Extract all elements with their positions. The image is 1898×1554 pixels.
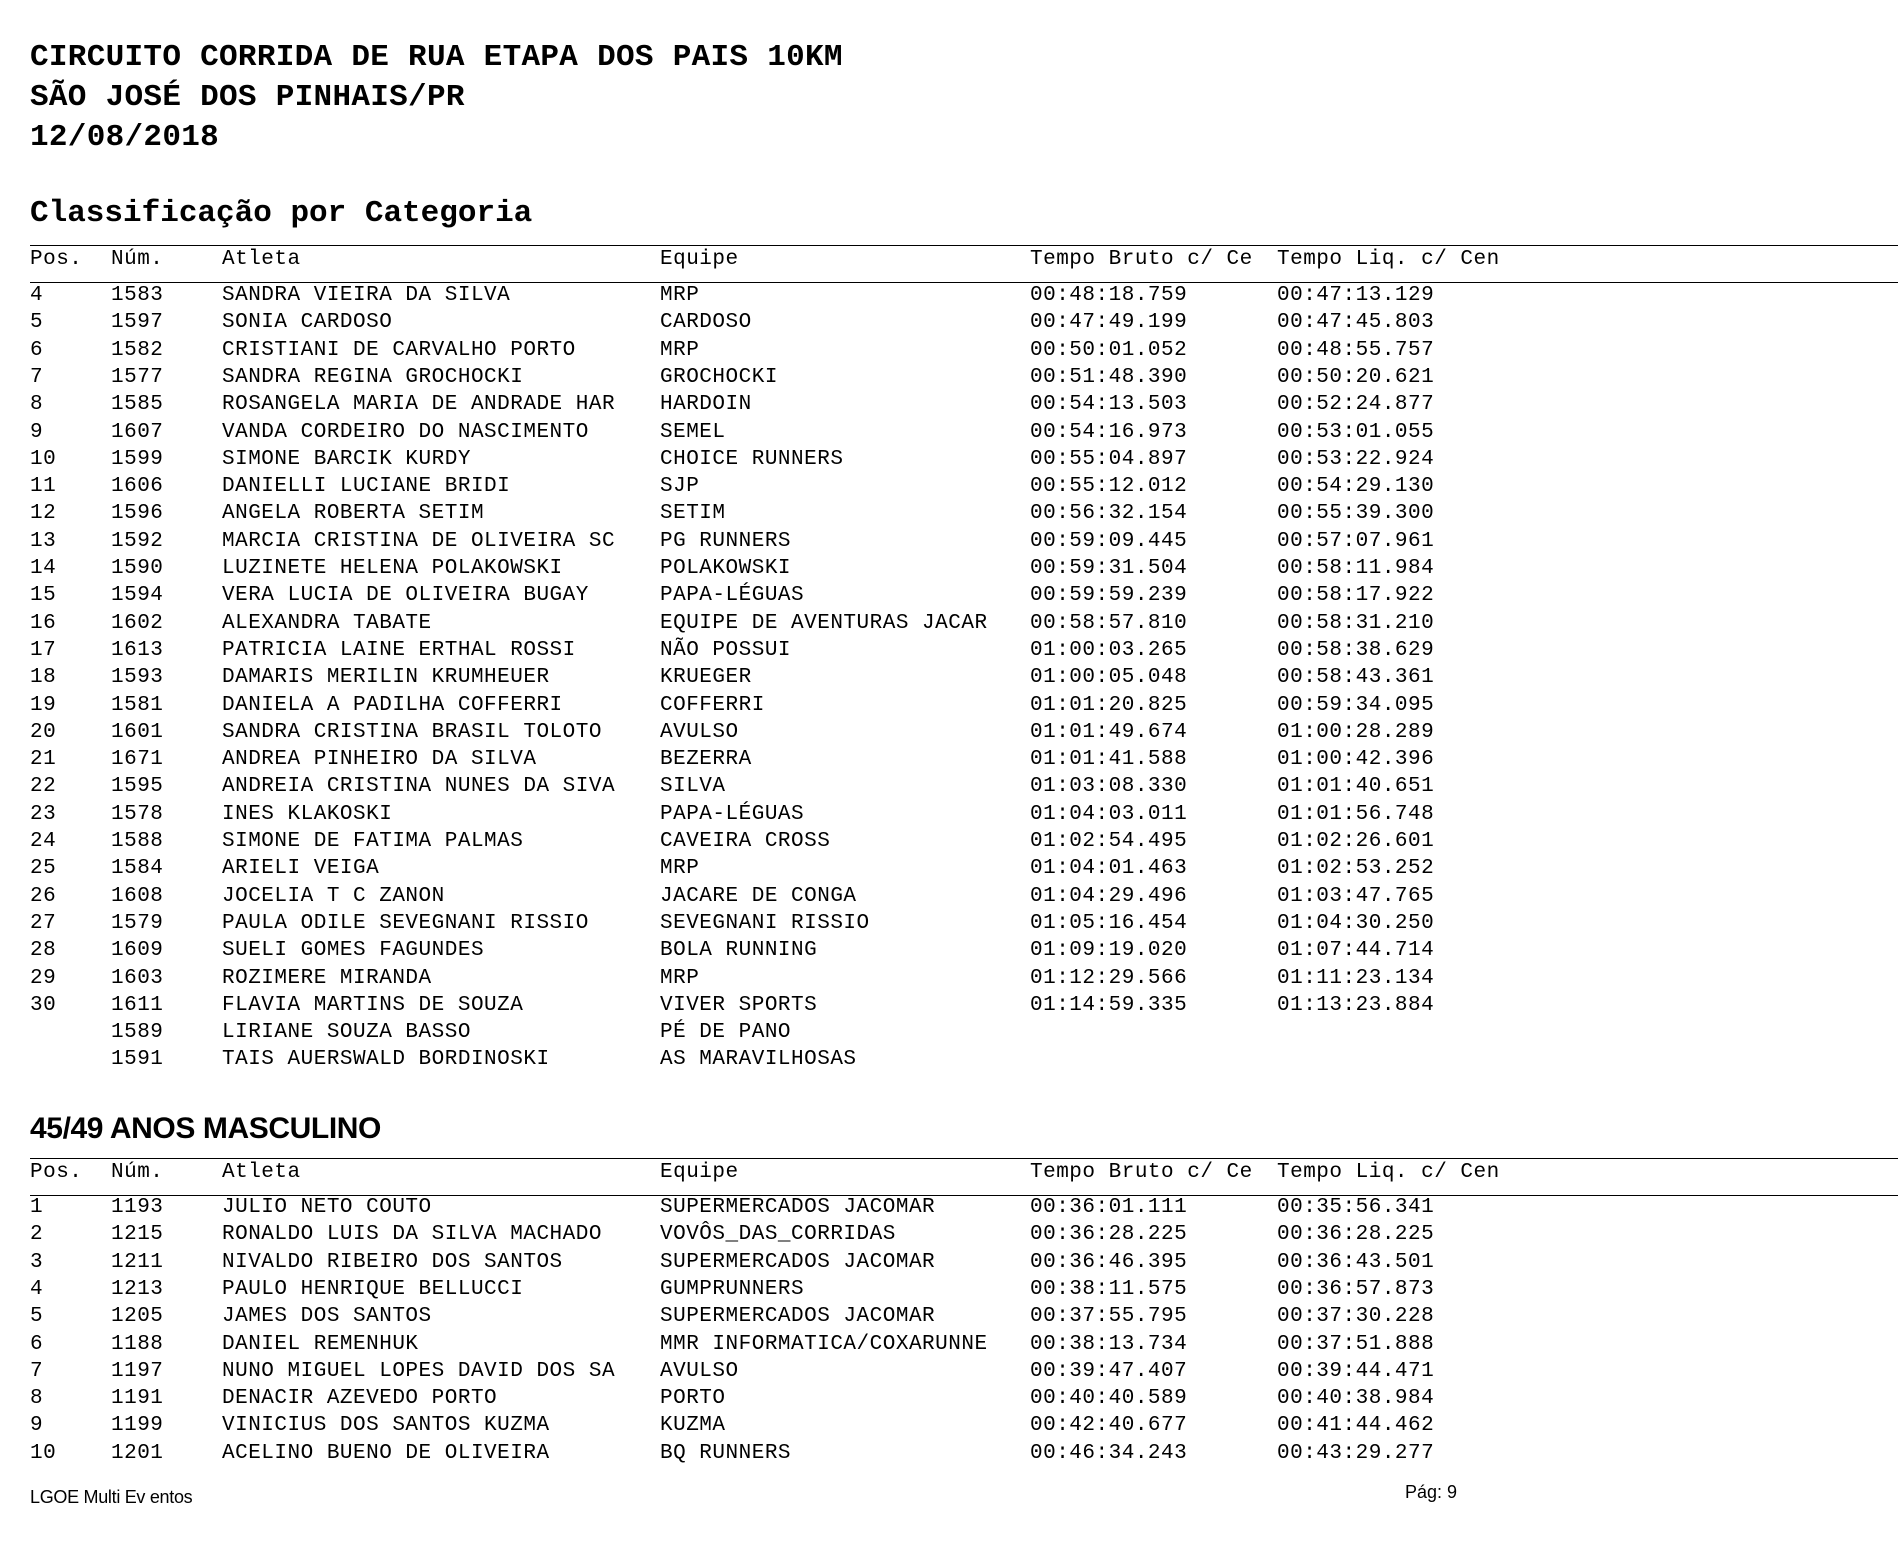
cell-net: 00:53:22.924: [1277, 447, 1435, 471]
cell-pos: 18: [30, 666, 57, 690]
cell-net: 00:36:57.873: [1277, 1277, 1435, 1301]
cell-team: PAPA-LÉGUAS: [660, 584, 805, 608]
table-row: [0, 855, 1898, 882]
table-row: [0, 1194, 1898, 1221]
cell-athlete: DANIELLI LUCIANE BRIDI: [222, 475, 511, 499]
cell-athlete: FLAVIA MARTINS DE SOUZA: [222, 993, 524, 1017]
cell-team: KUZMA: [660, 1414, 726, 1438]
table-row: [0, 773, 1898, 800]
cell-net: 00:35:56.341: [1277, 1196, 1435, 1219]
cell-pos: 17: [30, 638, 57, 662]
cell-num: 1591: [111, 1048, 164, 1072]
cell-team: MRP: [660, 338, 700, 362]
cell-athlete: CRISTIANI DE CARVALHO PORTO: [222, 338, 576, 362]
table-row: [0, 1385, 1898, 1412]
table-row: [0, 937, 1898, 964]
cell-num: 1213: [111, 1277, 164, 1301]
table-row: [0, 746, 1898, 773]
cell-gross: 01:03:08.330: [1030, 775, 1188, 799]
cell-num: 1606: [111, 475, 164, 499]
cell-athlete: LUZINETE HELENA POLAKOWSKI: [222, 557, 563, 580]
cell-pos: 23: [30, 802, 57, 826]
cell-team: PG RUNNERS: [660, 529, 792, 553]
cell-num: 1584: [111, 857, 164, 881]
cell-team: VOVÔS_DAS_CORRIDAS: [660, 1223, 896, 1247]
cell-num: 1589: [111, 1021, 164, 1045]
cell-num: 1601: [111, 720, 164, 744]
cell-pos: 29: [30, 966, 57, 990]
footer-company: LGOE Multi Ev entos: [30, 1487, 193, 1507]
table-row: [0, 391, 1898, 418]
cell-team: CAVEIRA CROSS: [660, 830, 831, 853]
table-row: [0, 828, 1898, 855]
table-row: [0, 992, 1898, 1019]
cell-gross: 01:01:20.825: [1030, 693, 1188, 717]
cell-net: 00:39:44.471: [1277, 1359, 1435, 1383]
cell-gross: 00:50:01.052: [1030, 338, 1188, 362]
column-header-athlete: Atleta: [222, 1161, 301, 1184]
cell-pos: 22: [30, 775, 57, 799]
table-row: [0, 664, 1898, 691]
cell-athlete: ANGELA ROBERTA SETIM: [222, 502, 485, 526]
cell-gross: 01:09:19.020: [1030, 939, 1188, 963]
cell-pos: 5: [30, 311, 44, 335]
cell-athlete: ACELINO BUENO DE OLIVEIRA: [222, 1441, 550, 1465]
cell-pos: 27: [30, 911, 57, 935]
cell-num: 1599: [111, 447, 164, 471]
cell-pos: 30: [30, 993, 57, 1017]
cell-num: 1205: [111, 1305, 164, 1329]
table-row: [0, 282, 1898, 309]
cell-gross: 00:39:47.407: [1030, 1359, 1188, 1383]
cell-gross: 00:59:59.239: [1030, 584, 1188, 608]
cell-athlete: ROZIMERE MIRANDA: [222, 966, 432, 990]
cell-gross: 00:38:11.575: [1030, 1277, 1188, 1301]
cell-athlete: SONIA CARDOSO: [222, 311, 393, 335]
cell-team: BOLA RUNNING: [660, 939, 818, 963]
cell-num: 1595: [111, 775, 164, 799]
table-row: [0, 337, 1898, 364]
column-header-num: Núm.: [111, 248, 164, 271]
table-row: [0, 692, 1898, 719]
cell-pos: 6: [30, 338, 44, 362]
cell-num: 1188: [111, 1332, 164, 1356]
cell-athlete: ARIELI VEIGA: [222, 857, 380, 881]
cell-athlete: SANDRA VIEIRA DA SILVA: [222, 284, 511, 307]
cell-team: MRP: [660, 284, 700, 307]
table-row: [0, 610, 1898, 637]
column-header-num: Núm.: [111, 1161, 164, 1184]
cell-num: 1594: [111, 584, 164, 608]
cell-pos: 7: [30, 1359, 44, 1383]
cell-athlete: SANDRA REGINA GROCHOCKI: [222, 365, 524, 389]
cell-num: 1581: [111, 693, 164, 717]
cell-num: 1597: [111, 311, 164, 335]
cell-net: 01:03:47.765: [1277, 884, 1435, 908]
cell-gross: 01:04:29.496: [1030, 884, 1188, 908]
cell-gross: 00:36:28.225: [1030, 1223, 1188, 1247]
cell-athlete: PAULO HENRIQUE BELLUCCI: [222, 1277, 524, 1301]
table-row: [0, 1412, 1898, 1439]
cell-gross: 01:00:05.048: [1030, 666, 1188, 690]
cell-pos: 21: [30, 748, 57, 772]
cell-net: 00:47:13.129: [1277, 284, 1435, 307]
cell-num: 1191: [111, 1387, 164, 1411]
cell-team: MRP: [660, 857, 700, 881]
cell-athlete: ANDREIA CRISTINA NUNES DA SIVA: [222, 775, 616, 799]
cell-pos: 9: [30, 1414, 44, 1438]
cell-athlete: DAMARIS MERILIN KRUMHEUER: [222, 666, 550, 690]
cell-athlete: PATRICIA LAINE ERTHAL ROSSI: [222, 638, 576, 662]
cell-team: PORTO: [660, 1387, 726, 1411]
cell-num: 1603: [111, 966, 164, 990]
cell-num: 1596: [111, 502, 164, 526]
cell-gross: 01:00:03.265: [1030, 638, 1188, 662]
cell-num: 1593: [111, 666, 164, 690]
cell-num: 1613: [111, 638, 164, 662]
table-row: [0, 555, 1898, 582]
column-header-athlete: Atleta: [222, 248, 301, 271]
cell-athlete: VINICIUS DOS SANTOS KUZMA: [222, 1414, 550, 1438]
cell-net: 01:00:42.396: [1277, 748, 1435, 772]
cell-gross: 00:56:32.154: [1030, 502, 1188, 526]
cell-net: 00:52:24.877: [1277, 393, 1435, 417]
cell-team: GROCHOCKI: [660, 365, 778, 389]
cell-pos: 1: [30, 1196, 44, 1219]
cell-team: MRP: [660, 966, 700, 990]
event-location: SÃO JOSÉ DOS PINHAIS/PR: [30, 80, 465, 115]
cell-gross: 00:47:49.199: [1030, 311, 1188, 335]
table-row: [0, 582, 1898, 609]
table-row: [0, 528, 1898, 555]
cell-pos: 24: [30, 830, 57, 853]
cell-team: SUPERMERCADOS JACOMAR: [660, 1305, 936, 1329]
cell-athlete: ALEXANDRA TABATE: [222, 611, 432, 635]
cell-net: 01:11:23.134: [1277, 966, 1435, 990]
cell-team: HARDOIN: [660, 393, 752, 417]
cell-net: 00:55:39.300: [1277, 502, 1435, 526]
cell-pos: 15: [30, 584, 57, 608]
cell-num: 1607: [111, 420, 164, 444]
cell-num: 1609: [111, 939, 164, 963]
cell-net: 01:02:26.601: [1277, 830, 1435, 853]
cell-net: 00:59:34.095: [1277, 693, 1435, 717]
cell-num: 1592: [111, 529, 164, 553]
cell-gross: 01:05:16.454: [1030, 911, 1188, 935]
cell-num: 1602: [111, 611, 164, 635]
cell-num: 1201: [111, 1441, 164, 1465]
cell-team: SUPERMERCADOS JACOMAR: [660, 1196, 936, 1219]
footer-page-number: Pág: 9: [1405, 1482, 1458, 1502]
cell-athlete: NUNO MIGUEL LOPES DAVID DOS SA: [222, 1359, 616, 1383]
cell-pos: 2: [30, 1223, 44, 1247]
table-row: [0, 473, 1898, 500]
document-header: [30, 38, 843, 158]
cell-athlete: JAMES DOS SANTOS: [222, 1305, 432, 1329]
cell-num: 1199: [111, 1414, 164, 1438]
cell-net: 01:13:23.884: [1277, 993, 1435, 1017]
cell-team: SETIM: [660, 502, 726, 526]
table-row: [0, 364, 1898, 391]
cell-gross: 00:58:57.810: [1030, 611, 1188, 635]
cell-num: 1588: [111, 830, 164, 853]
cell-team: AVULSO: [660, 720, 739, 744]
cell-num: 1211: [111, 1250, 164, 1274]
classification-heading: Classificação por Categoria: [30, 196, 533, 231]
cell-athlete: MARCIA CRISTINA DE OLIVEIRA SC: [222, 529, 616, 553]
cell-athlete: SIMONE BARCIK KURDY: [222, 447, 471, 471]
cell-num: 1577: [111, 365, 164, 389]
cell-athlete: SIMONE DE FATIMA PALMAS: [222, 830, 524, 853]
table-row: [0, 1019, 1898, 1046]
column-header-gross: Tempo Bruto c/ Ce: [1030, 248, 1253, 271]
cell-gross: 00:40:40.589: [1030, 1387, 1188, 1411]
cell-team: BQ RUNNERS: [660, 1441, 792, 1465]
table-header-row: [0, 1159, 1898, 1186]
cell-athlete: INES KLAKOSKI: [222, 802, 393, 826]
cell-num: 1585: [111, 393, 164, 417]
cell-gross: 00:59:09.445: [1030, 529, 1188, 553]
cell-athlete: JULIO NETO COUTO: [222, 1196, 432, 1219]
cell-pos: 3: [30, 1250, 44, 1274]
cell-num: 1215: [111, 1223, 164, 1247]
cell-pos: 28: [30, 939, 57, 963]
cell-gross: 00:46:34.243: [1030, 1441, 1188, 1465]
table-row: [0, 446, 1898, 473]
cell-net: 00:43:29.277: [1277, 1441, 1435, 1465]
cell-pos: 10: [30, 1441, 57, 1465]
cell-gross: 00:55:12.012: [1030, 475, 1188, 499]
cell-pos: 13: [30, 529, 57, 553]
cell-net: 00:57:07.961: [1277, 529, 1435, 553]
cell-pos: 7: [30, 365, 44, 389]
cell-net: 00:50:20.621: [1277, 365, 1435, 389]
cell-net: 00:37:51.888: [1277, 1332, 1435, 1356]
cell-team: SUPERMERCADOS JACOMAR: [660, 1250, 936, 1274]
cell-pos: 12: [30, 502, 57, 526]
cell-num: 1579: [111, 911, 164, 935]
cell-net: 01:01:40.651: [1277, 775, 1435, 799]
table-header-row: [0, 246, 1898, 273]
column-header-gross: Tempo Bruto c/ Ce: [1030, 1161, 1253, 1184]
table-row: [0, 910, 1898, 937]
table-row: [0, 801, 1898, 828]
cell-num: 1671: [111, 748, 164, 772]
column-header-team: Equipe: [660, 1161, 739, 1184]
table-row: [0, 1276, 1898, 1303]
column-header-pos: Pos.: [30, 248, 83, 271]
cell-athlete: VANDA CORDEIRO DO NASCIMENTO: [222, 420, 589, 444]
cell-net: 00:54:29.130: [1277, 475, 1435, 499]
cell-gross: 00:54:16.973: [1030, 420, 1188, 444]
table-row: [0, 965, 1898, 992]
cell-athlete: JOCELIA T C ZANON: [222, 884, 445, 908]
cell-pos: 4: [30, 1277, 44, 1301]
cell-gross: 01:04:01.463: [1030, 857, 1188, 881]
column-header-pos: Pos.: [30, 1161, 83, 1184]
cell-net: 00:58:17.922: [1277, 584, 1435, 608]
cell-team: BEZERRA: [660, 748, 752, 772]
cell-athlete: DENACIR AZEVEDO PORTO: [222, 1387, 498, 1411]
cell-team: AS MARAVILHOSAS: [660, 1048, 857, 1072]
event-date: 12/08/2018: [30, 120, 220, 155]
table-row: [0, 637, 1898, 664]
cell-gross: 00:37:55.795: [1030, 1305, 1188, 1329]
cell-team: AVULSO: [660, 1359, 739, 1383]
table-row: [0, 1249, 1898, 1276]
cell-net: 01:04:30.250: [1277, 911, 1435, 935]
cell-athlete: VERA LUCIA DE OLIVEIRA BUGAY: [222, 584, 589, 608]
table-row: [0, 309, 1898, 336]
cell-gross: 01:02:54.495: [1030, 830, 1188, 853]
cell-team: SJP: [660, 475, 700, 499]
cell-net: 00:47:45.803: [1277, 311, 1435, 335]
table-row: [0, 1440, 1898, 1467]
cell-net: 00:41:44.462: [1277, 1414, 1435, 1438]
cell-athlete: DANIELA A PADILHA COFFERRI: [222, 693, 563, 717]
category-heading: 45/49 ANOS MASCULINO: [30, 1112, 381, 1145]
cell-num: 1578: [111, 802, 164, 826]
cell-athlete: SUELI GOMES FAGUNDES: [222, 939, 485, 963]
cell-team: POLAKOWSKI: [660, 557, 792, 580]
cell-athlete: LIRIANE SOUZA BASSO: [222, 1021, 471, 1045]
cell-pos: 19: [30, 693, 57, 717]
cell-team: MMR INFORMATICA/COXARUNNE: [660, 1332, 988, 1356]
table-row: [0, 500, 1898, 527]
cell-net: 00:58:11.984: [1277, 557, 1435, 580]
cell-gross: 00:36:46.395: [1030, 1250, 1188, 1274]
cell-net: 00:37:30.228: [1277, 1305, 1435, 1329]
column-header-net: Tempo Liq. c/ Cen: [1277, 248, 1500, 271]
cell-pos: 20: [30, 720, 57, 744]
cell-gross: 01:04:03.011: [1030, 802, 1188, 826]
cell-team: KRUEGER: [660, 666, 752, 690]
cell-pos: 5: [30, 1305, 44, 1329]
cell-athlete: SANDRA CRISTINA BRASIL TOLOTO: [222, 720, 602, 744]
table-row: [0, 719, 1898, 746]
cell-net: 00:53:01.055: [1277, 420, 1435, 444]
cell-pos: 9: [30, 420, 44, 444]
cell-num: 1590: [111, 557, 164, 580]
table-row: [0, 419, 1898, 446]
cell-gross: 00:51:48.390: [1030, 365, 1188, 389]
cell-team: NÃO POSSUI: [660, 638, 792, 662]
cell-net: 00:58:43.361: [1277, 666, 1435, 690]
cell-pos: 25: [30, 857, 57, 881]
cell-team: EQUIPE DE AVENTURAS JACAR: [660, 611, 988, 635]
cell-team: SEMEL: [660, 420, 726, 444]
table-row: [0, 1046, 1898, 1073]
cell-gross: 01:01:49.674: [1030, 720, 1188, 744]
cell-team: JACARE DE CONGA: [660, 884, 857, 908]
cell-team: CHOICE RUNNERS: [660, 447, 844, 471]
cell-gross: 01:14:59.335: [1030, 993, 1188, 1017]
cell-net: 00:36:28.225: [1277, 1223, 1435, 1247]
cell-gross: 00:59:31.504: [1030, 557, 1188, 580]
cell-num: 1193: [111, 1196, 164, 1219]
cell-gross: 00:36:01.111: [1030, 1196, 1188, 1219]
table-row: [0, 1303, 1898, 1330]
cell-team: PAPA-LÉGUAS: [660, 802, 805, 826]
table-row: [0, 1331, 1898, 1358]
table-row: [0, 1358, 1898, 1385]
cell-gross: 00:42:40.677: [1030, 1414, 1188, 1438]
cell-num: 1608: [111, 884, 164, 908]
cell-net: 00:48:55.757: [1277, 338, 1435, 362]
cell-pos: 16: [30, 611, 57, 635]
cell-gross: 01:12:29.566: [1030, 966, 1188, 990]
cell-team: VIVER SPORTS: [660, 993, 818, 1017]
cell-team: CARDOSO: [660, 311, 752, 335]
cell-net: 00:58:38.629: [1277, 638, 1435, 662]
cell-net: 00:36:43.501: [1277, 1250, 1435, 1274]
cell-net: 01:01:56.748: [1277, 802, 1435, 826]
cell-pos: 11: [30, 475, 57, 499]
cell-net: 01:02:53.252: [1277, 857, 1435, 881]
cell-athlete: ROSANGELA MARIA DE ANDRADE HAR: [222, 393, 616, 417]
event-title: CIRCUITO CORRIDA DE RUA ETAPA DOS PAIS 10KM: [30, 40, 843, 75]
cell-gross: 00:55:04.897: [1030, 447, 1188, 471]
cell-athlete: PAULA ODILE SEVEGNANI RISSIO: [222, 911, 589, 935]
column-header-net: Tempo Liq. c/ Cen: [1277, 1161, 1500, 1184]
cell-gross: 00:38:13.734: [1030, 1332, 1188, 1356]
table-row: [0, 1221, 1898, 1248]
cell-pos: 6: [30, 1332, 44, 1356]
table-row: [0, 883, 1898, 910]
cell-pos: 14: [30, 557, 57, 580]
cell-athlete: RONALDO LUIS DA SILVA MACHADO: [222, 1223, 602, 1247]
cell-athlete: ANDREA PINHEIRO DA SILVA: [222, 748, 537, 772]
cell-num: 1197: [111, 1359, 164, 1383]
cell-team: GUMPRUNNERS: [660, 1277, 805, 1301]
cell-team: SILVA: [660, 775, 726, 799]
cell-net: 00:40:38.984: [1277, 1387, 1435, 1411]
cell-pos: 10: [30, 447, 57, 471]
cell-team: SEVEGNANI RISSIO: [660, 911, 870, 935]
cell-net: 01:00:28.289: [1277, 720, 1435, 744]
cell-gross: 00:48:18.759: [1030, 284, 1188, 307]
cell-pos: 8: [30, 1387, 44, 1411]
cell-gross: 00:54:13.503: [1030, 393, 1188, 417]
cell-team: PÉ DE PANO: [660, 1021, 792, 1045]
cell-net: 00:58:31.210: [1277, 611, 1435, 635]
cell-net: 01:07:44.714: [1277, 939, 1435, 963]
cell-pos: 26: [30, 884, 57, 908]
cell-num: 1583: [111, 284, 164, 307]
cell-athlete: DANIEL REMENHUK: [222, 1332, 419, 1356]
column-header-team: Equipe: [660, 248, 739, 271]
cell-athlete: TAIS AUERSWALD BORDINOSKI: [222, 1048, 550, 1072]
cell-num: 1582: [111, 338, 164, 362]
cell-pos: 8: [30, 393, 44, 417]
cell-team: COFFERRI: [660, 693, 765, 717]
cell-pos: 4: [30, 284, 44, 307]
cell-num: 1611: [111, 993, 164, 1017]
cell-gross: 01:01:41.588: [1030, 748, 1188, 772]
cell-athlete: NIVALDO RIBEIRO DOS SANTOS: [222, 1250, 563, 1274]
